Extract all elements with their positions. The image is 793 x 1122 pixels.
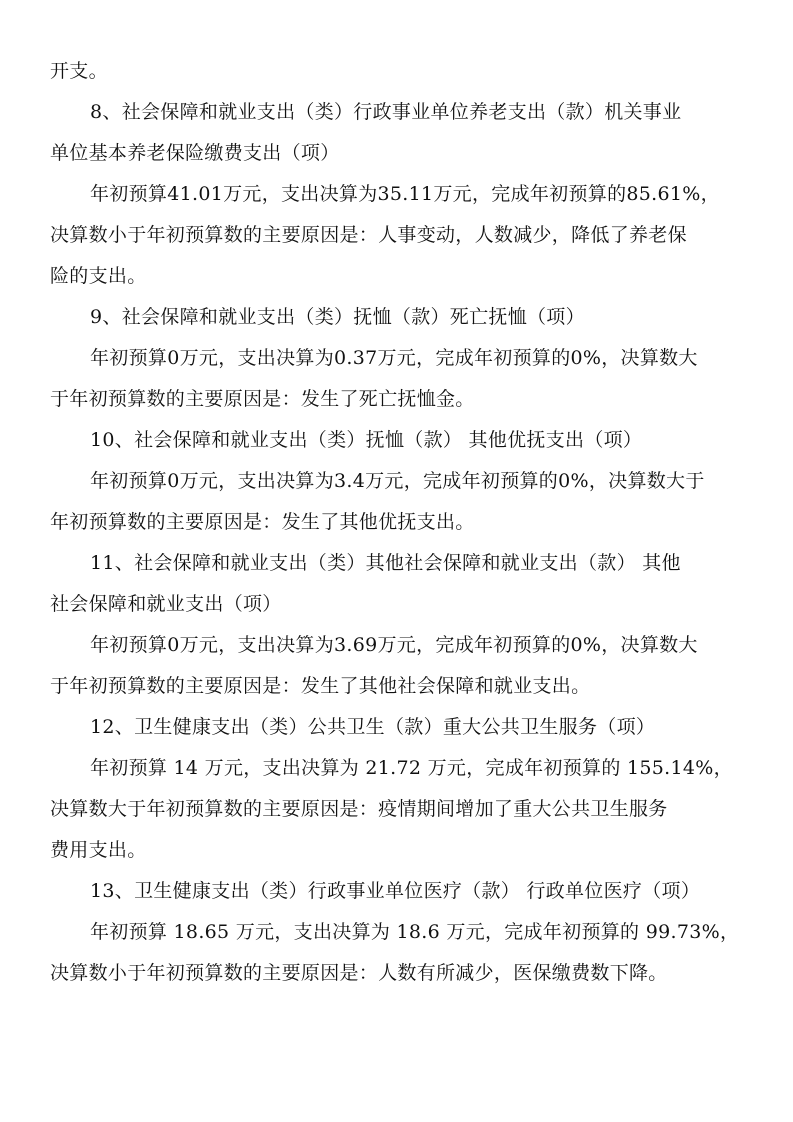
item-9-body-cont: 于年初预算数的主要原因是：发生了死亡抚恤金。 xyxy=(50,388,475,410)
item-8-body-end: 险的支出。 xyxy=(50,265,147,287)
item-13-heading: 13、卫生健康支出（类）行政事业单位医疗（款） 行政单位医疗（项） xyxy=(90,880,701,902)
item-9-body: 年初预算0万元，支出决算为0.37万元，完成年初预算的0%，决算数大 xyxy=(90,347,698,369)
item-11-heading-cont: 社会保障和就业支出（项） xyxy=(50,593,282,615)
item-9-heading: 9、社会保障和就业支出（类）抚恤（款）死亡抚恤（项） xyxy=(90,306,585,328)
item-12-body-end: 费用支出。 xyxy=(50,839,147,861)
item-11-body-cont: 于年初预算数的主要原因是：发生了其他社会保障和就业支出。 xyxy=(50,675,591,697)
item-11-heading: 11、社会保障和就业支出（类）其他社会保障和就业支出（款） 其他 xyxy=(90,552,681,574)
item-8-heading: 8、社会保障和就业支出（类）行政事业单位养老支出（款）机关事业 xyxy=(90,101,682,123)
item-13-body-cont: 决算数小于年初预算数的主要原因是：人数有所减少，医保缴费数下降。 xyxy=(50,962,668,984)
item-10-body-cont: 年初预算数的主要原因是：发生了其他优抚支出。 xyxy=(50,511,475,533)
item-8-body-cont: 决算数小于年初预算数的主要原因是：人事变动，人数减少，降低了养老保 xyxy=(50,224,687,246)
item-8-heading-cont: 单位基本养老保险缴费支出（项） xyxy=(50,142,340,164)
item-12-heading: 12、卫生健康支出（类）公共卫生（款）重大公共卫生服务（项） xyxy=(90,716,656,738)
paragraph-continuation: 开支。 xyxy=(50,60,108,82)
item-10-body: 年初预算0万元，支出决算为3.4万元，完成年初预算的0%，决算数大于 xyxy=(90,470,705,492)
item-11-body: 年初预算0万元，支出决算为3.69万元，完成年初预算的0%，决算数大 xyxy=(90,634,698,656)
document-page xyxy=(50,51,743,994)
item-12-body-cont: 决算数大于年初预算数的主要原因是：疫情期间增加了重大公共卫生服务 xyxy=(50,798,668,820)
item-8-body: 年初预算41.01万元，支出决算为35.11万元，完成年初预算的85.61%， xyxy=(90,183,720,205)
item-12-body: 年初预算 14 万元，支出决算为 21.72 万元，完成年初预算的 155.14%， xyxy=(90,757,733,779)
item-10-heading: 10、社会保障和就业支出（类）抚恤（款） 其他优抚支出（项） xyxy=(90,429,643,451)
item-13-body: 年初预算 18.65 万元，支出决算为 18.6 万元，完成年初预算的 99.73%， xyxy=(90,921,740,943)
